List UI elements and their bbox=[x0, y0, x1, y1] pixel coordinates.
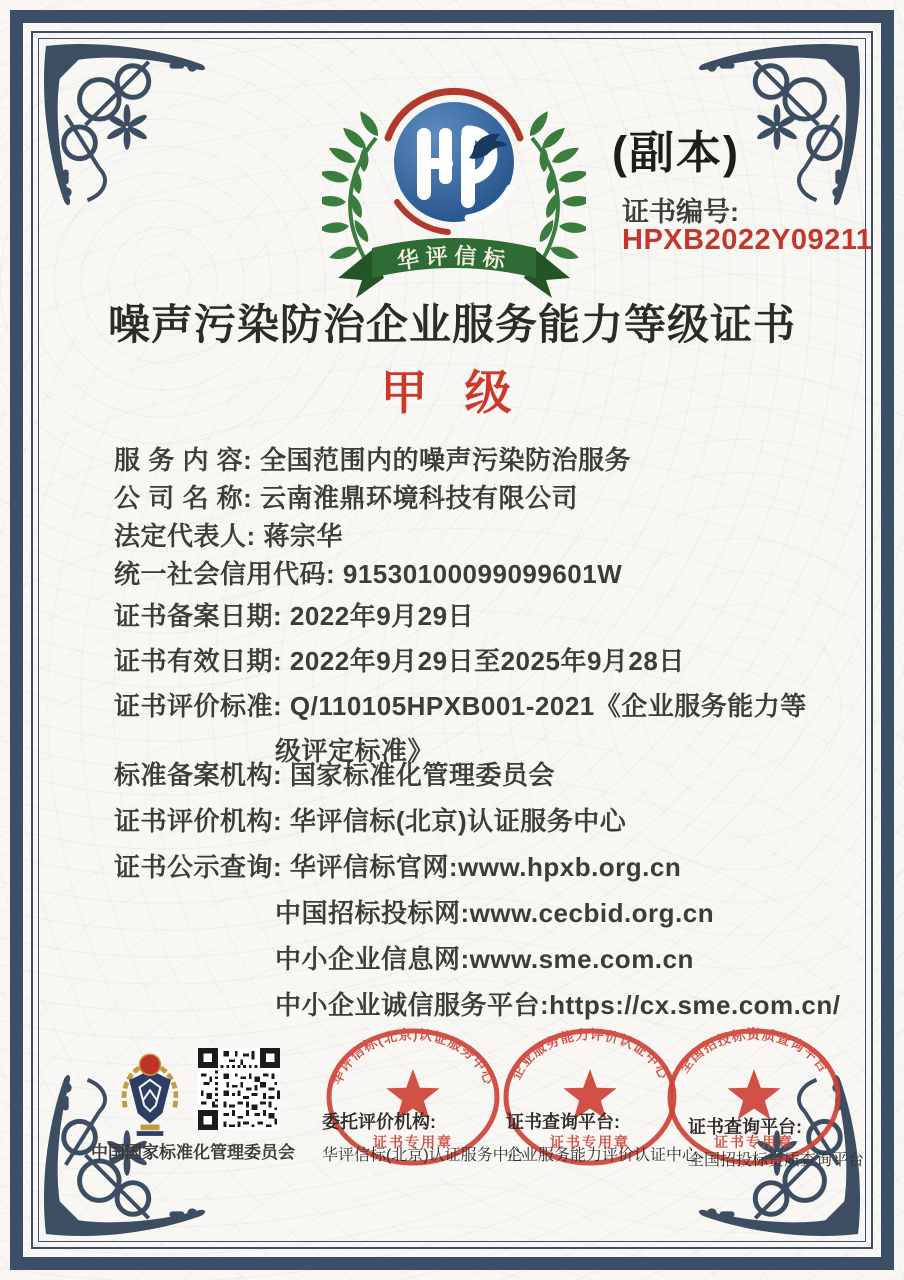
stamp-label-title: 证书查询平台: bbox=[506, 1112, 620, 1132]
company-info-block bbox=[114, 441, 631, 593]
query-site-line: 中小企业诚信服务平台:https://cx.sme.com.cn/ bbox=[275, 990, 841, 1020]
stamp-label-value: 企业服务能力评价认证中心 bbox=[506, 1147, 699, 1164]
credit-code-line: 统一社会信用代码: 91530100099099601W bbox=[114, 559, 623, 589]
standard-agency-line: 标准备案机构: 国家标准化管理委员会 bbox=[114, 760, 555, 790]
svg-text:全国招投标资质查询平台: 全国招投标资质查询平台 bbox=[676, 1027, 832, 1076]
query-site-line: 中国招标投标网:www.cecbid.org.cn bbox=[275, 898, 715, 928]
valid-date-line: 证书有效日期: 2022年9月29日至2025年9月28日 bbox=[114, 646, 685, 676]
corner-flourish-icon bbox=[42, 42, 210, 210]
cert-dates-block bbox=[114, 594, 807, 774]
legal-rep-line: 法定代表人: 蒋宗华 bbox=[114, 521, 343, 551]
laurel-branch-icon bbox=[322, 109, 383, 265]
standard-line: 证书评价标准: Q/110105HPXB001-2021《企业服务能力等 bbox=[114, 691, 807, 721]
cert-number-label: 证书编号: bbox=[622, 197, 739, 227]
svg-text:证书专用章: 证书专用章 bbox=[714, 1134, 794, 1150]
service-scope-line: 服 务 内 容: 全国范围内的噪声污染防治服务 bbox=[114, 445, 632, 475]
cert-number-value: HPXB2022Y09211 bbox=[622, 224, 873, 256]
query-site-line: 中小企业信息网:www.sme.com.cn bbox=[275, 944, 694, 974]
hpxb-logo bbox=[322, 72, 586, 304]
stamp-label bbox=[506, 1108, 698, 1165]
logo-banner-text: 华评信标 bbox=[395, 243, 513, 275]
stamp-label-value: 华评信标(北京)认证服务中心 bbox=[322, 1147, 525, 1164]
stamp-label-title: 证书查询平台: bbox=[688, 1117, 802, 1137]
stamp-label-value: 全国招投标资质查询平台 bbox=[688, 1152, 865, 1169]
svg-text:企业服务能力评价认证中心: 企业服务能力评价认证中心 bbox=[508, 1026, 672, 1082]
standard-line-cont: 级评定标准》 bbox=[275, 736, 435, 766]
copy-label: (副本) bbox=[612, 127, 740, 178]
stamp-label-title: 委托评价机构: bbox=[322, 1112, 436, 1132]
stamp-label bbox=[688, 1113, 864, 1170]
svg-text:证书专用章: 证书专用章 bbox=[373, 1134, 453, 1150]
grade-label: 甲 级 bbox=[380, 366, 524, 419]
query-site-line: 证书公示查询: 华评信标官网:www.hpxb.org.cn bbox=[114, 852, 682, 882]
svg-text:证书专用章: 证书专用章 bbox=[550, 1134, 630, 1150]
national-emblem-icon bbox=[112, 1050, 188, 1142]
agencies-block bbox=[114, 752, 840, 1028]
emblem-caption: 中国国家标准化管理委员会 bbox=[91, 1143, 295, 1162]
stamp-label bbox=[322, 1108, 525, 1165]
eval-agency-line: 证书评价机构: 华评信标(北京)认证服务中心 bbox=[114, 806, 627, 836]
company-name-line: 公 司 名 称: 云南淮鼎环境科技有限公司 bbox=[114, 483, 579, 513]
certificate-title: 噪声污染防治企业服务能力等级证书 bbox=[107, 301, 796, 348]
qr-code bbox=[198, 1048, 280, 1130]
svg-text:华评信标(北京)认证服务中心: 华评信标(北京)认证服务中心 bbox=[328, 1026, 498, 1087]
record-date-line: 证书备案日期: 2022年9月29日 bbox=[114, 601, 475, 631]
